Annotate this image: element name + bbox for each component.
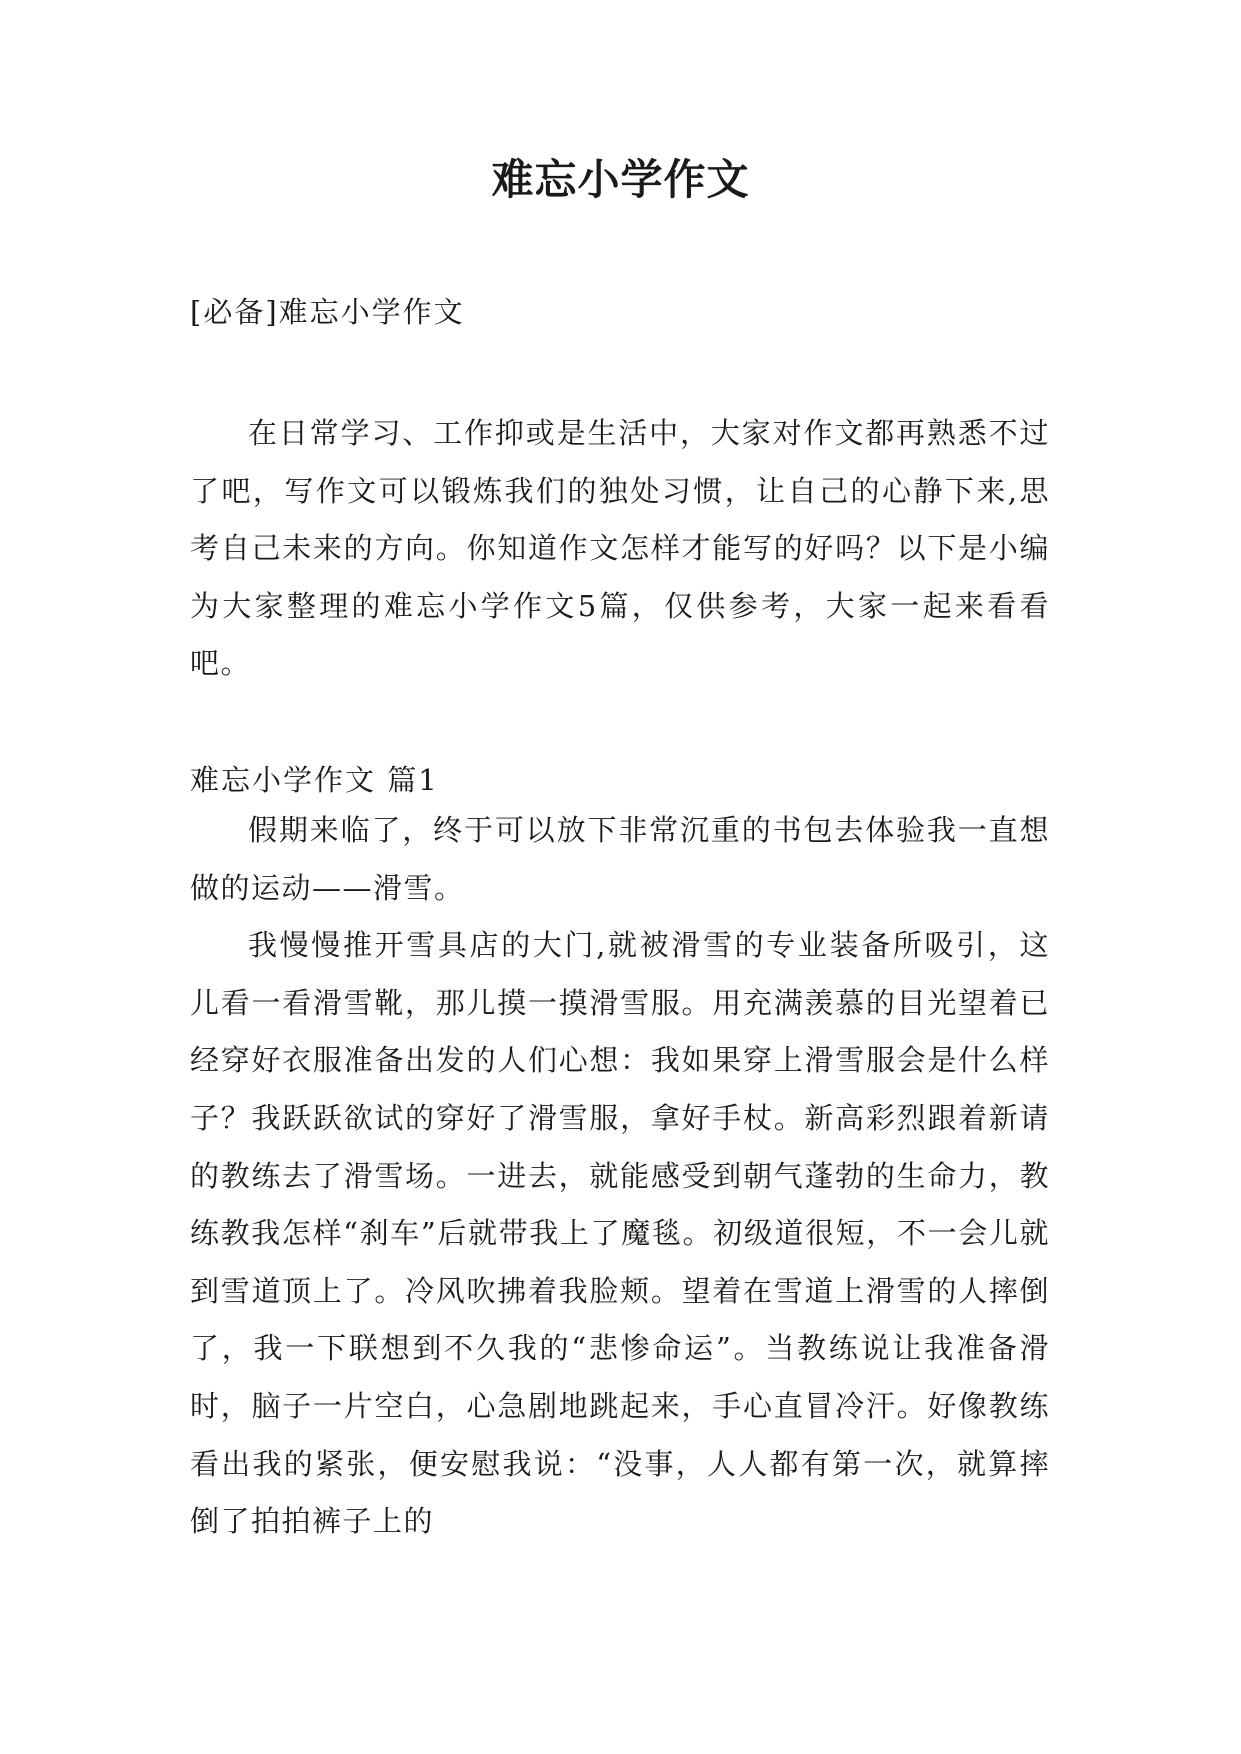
document-title: 难忘小学作文	[491, 155, 750, 204]
essay-paragraph: 我慢慢推开雪具店的大门,就被滑雪的专业装备所吸引，这儿看一看滑雪靴，那儿摸一摸滑雪服。用充满羡慕的目光望着已经穿好衣服准备出发的人们心想：我如果穿上滑雪服会是什么样子？我跃跃欲试的穿好了滑雪服，拿好手杖。新高彩烈跟着新请的教练去了滑雪场。一进去，就能感受到朝气蓬勃的生命力，教练教我怎样“刹车”后就带我上了魔毯。初级道很短，不一会儿就到雪道顶上了。冷风吹拂着我脸颊。望着在雪道上滑雪的人摔倒了，我一下联想到不久我的“悲惨命运”。当教练说让我准备滑时，脑子一片空白，心急剧地跳起来，手心直冒冷汗。好像教练看出我的紧张，便安慰我说：“没事，人人都有第一次，就算摔倒了拍拍裤子上的	[190, 928, 1050, 1539]
intro-section	[190, 405, 1050, 693]
section-heading: 难忘小学作文 篇1	[190, 763, 439, 797]
essay-paragraph: 假期来临了，终于可以放下非常沉重的书包去体验我一直想做的运动——滑雪。	[190, 813, 1050, 905]
document-subtitle: [必备]难忘小学作文	[190, 295, 465, 329]
intro-paragraph: 在日常学习、工作抑或是生活中，大家对作文都再熟悉不过了吧，写作文可以锻炼我们的独处习惯，让自己的心静下来,思考自己未来的方向。你知道作文怎样才能写的好吗？以下是小编为大家整理的难忘小学作文5篇，仅供参考，大家一起来看看吧。	[190, 416, 1050, 681]
essay-body	[190, 802, 1050, 1551]
